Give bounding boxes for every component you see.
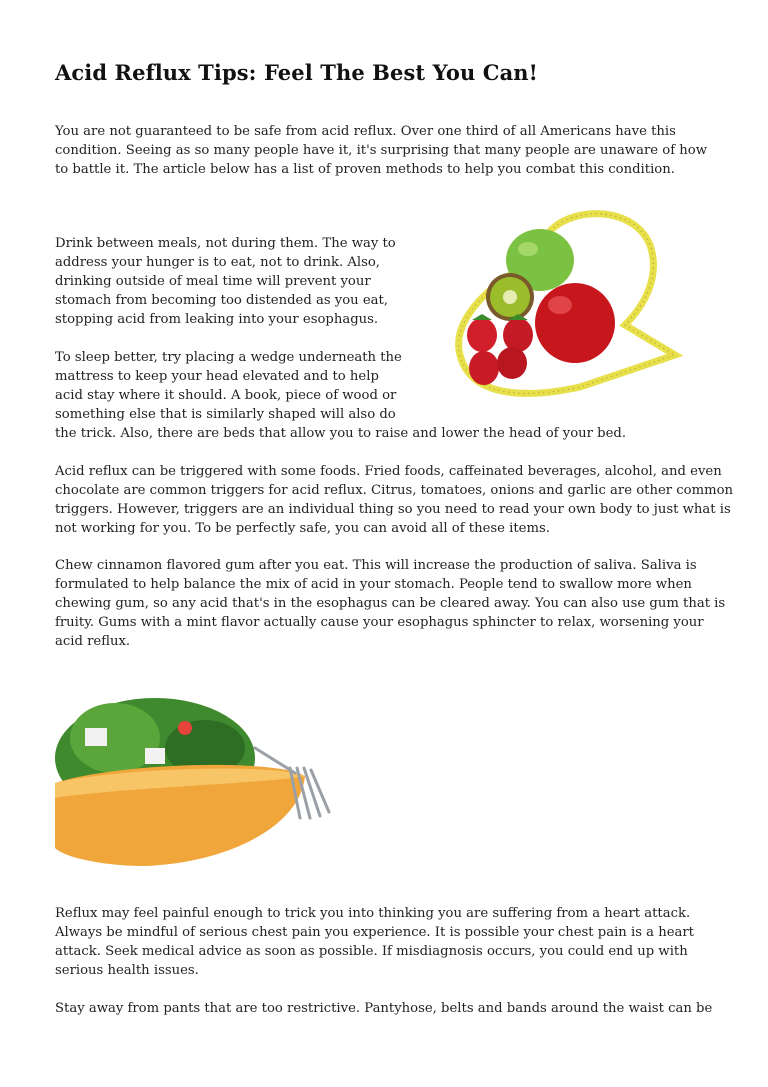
text-line: stomach from becoming too distended as you eat, [55, 293, 389, 308]
text-line: attack. Seek medical advice as soon as possible. If misdiagnosis occurs, you could end up with [55, 944, 688, 959]
text-line: Acid reflux can be triggered with some foods. Fried foods, caffeinated beverages, alcohol, and even [55, 464, 722, 479]
intro-text: You are not guaranteed to be safe from acid reflux. Over one third of all Americans have this condition. Seeing as so many people have it, it's surprising that many people are unaware of how to battle it. The article below has a list of proven methods to help you combat this condition. [55, 124, 707, 177]
text-line: address your hunger is to eat, not to drink. Also, [55, 255, 380, 270]
strawberry [497, 347, 527, 379]
strawberry [469, 351, 499, 385]
text-line: acid reflux. [55, 634, 131, 649]
strawberry [467, 318, 497, 352]
text-line: chocolate are common triggers for acid reflux. Citrus, tomatoes, onions and garlic are other common [55, 483, 734, 498]
text-line: drinking outside of meal time will prevent your [55, 274, 371, 289]
red-apple [535, 283, 615, 363]
paragraph-drink-between-meals [55, 234, 396, 329]
text-line: something else that is similarly shaped will also do [55, 407, 396, 422]
text-line: formulated to help balance the mix of acid in your stomach. People tend to swallow more when [55, 577, 692, 592]
text-line: not working for you. To be perfectly safe, you can avoid all of these items. [55, 521, 550, 536]
intro-paragraph [55, 122, 715, 179]
paragraph-trigger-foods [55, 462, 733, 538]
text-line: the trick. Also, there are beds that allow you to raise and lower the head of your bed. [55, 426, 627, 441]
text-line: Reflux may feel painful enough to trick you into thinking you are suffering from a heart attack. [55, 906, 691, 921]
strawberry [503, 318, 533, 352]
text-line: stopping acid from leaking into your esophagus. [55, 312, 379, 327]
text-line: triggers. However, triggers are an individual thing so you need to read your own body to just what is [55, 502, 731, 517]
text-line: Always be mindful of serious chest pain you experience. It is possible your chest pain is a heart [55, 925, 694, 940]
text-line: Stay away from pants that are too restrictive. Pantyhose, belts and bands around the waist can be [55, 1001, 713, 1016]
paragraph-cinnamon-gum [55, 556, 725, 651]
text-line: chewing gum, so any acid that's in the esophagus can be cleared away. You can also use gum that is [55, 596, 726, 611]
text-line: To sleep better, try placing a wedge underneath the [55, 350, 402, 365]
paragraph-restrictive-pants [55, 999, 712, 1018]
text-line: Chew cinnamon flavored gum after you eat. This will increase the production of saliva. Saliva is [55, 558, 697, 573]
fruit-heart-image [400, 205, 710, 405]
text-line: Drink between meals, not during them. The way to [55, 236, 396, 251]
text-line: fruity. Gums with a mint flavor actually cause your esophagus sphincter to relax, worsening your [55, 615, 704, 630]
salad-bowl-image [55, 688, 347, 884]
page-title: Acid Reflux Tips: Feel The Best You Can! [55, 60, 538, 85]
text-line: mattress to keep your head elevated and to help [55, 369, 379, 384]
text-line: acid stay where it should. A book, piece of wood or [55, 388, 397, 403]
text-line: serious health issues. [55, 963, 199, 978]
paragraph-chest-pain [55, 904, 694, 980]
